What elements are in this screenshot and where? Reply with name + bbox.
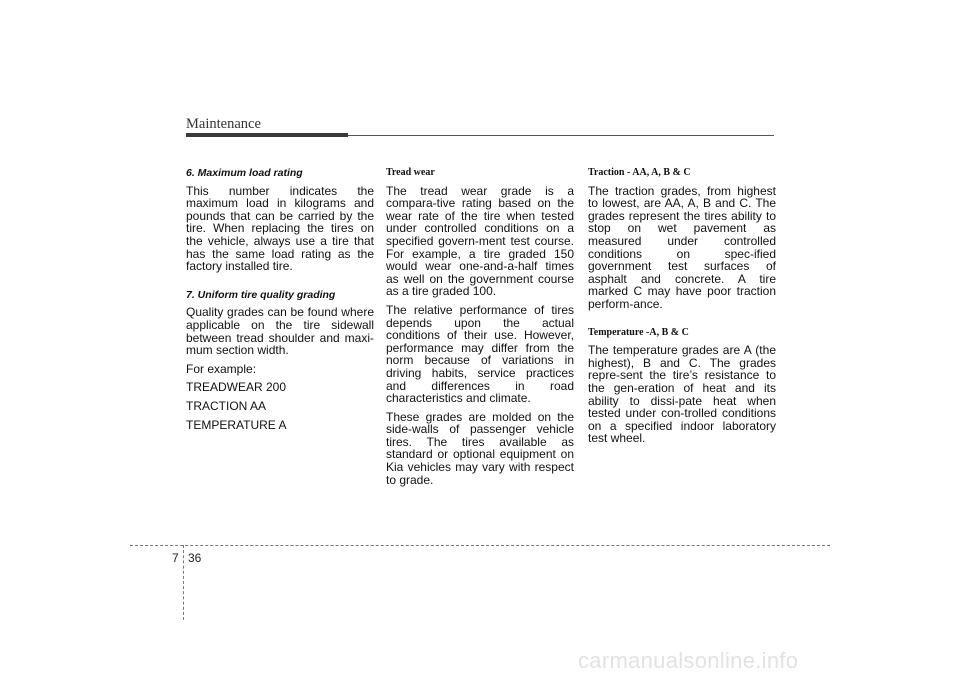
page-number: 36 [188,551,202,565]
footer-rule [130,545,830,546]
heading-uniform-grading: 7. Uniform tire quality grading [186,288,336,301]
heading-temperature: Temperature -A, B & C [588,326,689,338]
paragraph-quality-grades: Quality grades can be found where applicable on the tire sidewall between tread shoulder and maxi-mum section width. [186,305,374,358]
column-2 [386,167,574,492]
example-label: For example: [186,361,257,376]
heading-traction: Traction - AA, A, B & C [588,167,691,178]
column-3 [588,167,776,451]
heading-max-load-rating: 6. Maximum load rating [186,167,303,179]
paragraph-tread-wear: The tread wear grade is a compara-tive rating based on the wear rate of the tire when tested under controlled conditions on a specified govern-ment test course. For example, a tire graded 150 would wear one-and-a-half times as well on the government course as a tire graded 100. [386,183,574,299]
example-temperature: TEMPERATURE A [186,417,287,432]
section-title: Maintenance [186,116,261,132]
chapter-number: 7 [172,551,179,565]
header-rule [348,135,774,136]
paragraph-temperature: The temperature grades are A (the highest), B and C. The grades repre-sent the tire’s resistance to the gen-eration of heat and its ability to dissi-pate heat when tested under con-trolled conditions on a specified indoor laboratory test wheel. [588,343,776,446]
watermark: carmanualsonline.info [578,648,799,673]
paragraph-molded-grades: These grades are molded on the side-walls of passenger vehicle tires. The tires available as standard or optional equipment on Kia vehicles may vary with respect to grade. [386,409,574,487]
header-bar [186,133,348,137]
heading-tread-wear: Tread wear [386,167,435,178]
paragraph-traction: The traction grades, from highest to lowest, are AA, A, B and C. The grades represent the tires ability to stop on wet pavement as measured under controlled conditions on spec-ified government test surfaces of asphalt and concrete. A tire marked C may have poor traction perform-ance. [588,183,776,311]
paragraph-max-load: This number indicates the maximum load in kilograms and pounds that can be carried by the tire. When replacing the tires on the vehicle, always use a tire that has the same load rating as the factory installed tire. [186,183,374,274]
footer-divider [183,545,184,620]
example-treadwear: TREADWEAR 200 [186,380,287,395]
paragraph-relative-performance: The relative performance of tires depends upon the actual conditions of their use. However, performance may differ from the norm because of variations in driving habits, service practices and differences in road characteristics and climate. [386,302,574,406]
column-1 [186,167,374,437]
example-traction: TRACTION AA [186,398,267,413]
